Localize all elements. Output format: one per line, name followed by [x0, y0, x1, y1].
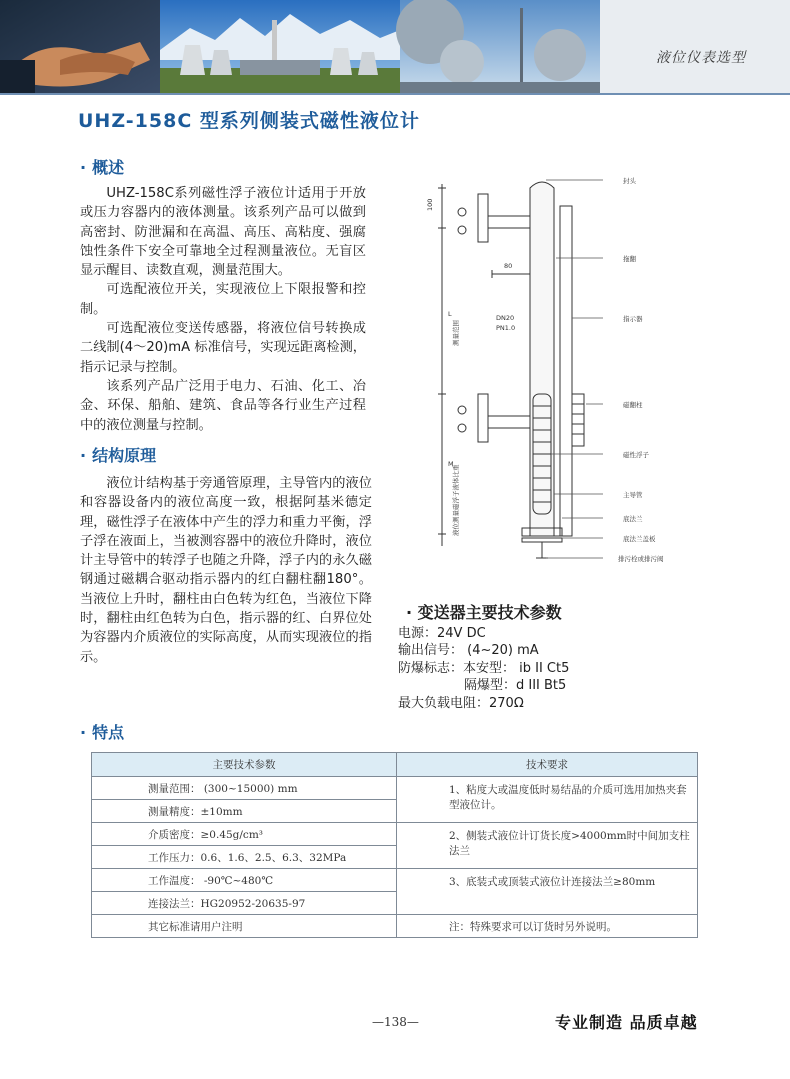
- label-bottom-flange: 底法兰: [623, 515, 643, 523]
- bullet-icon: ·: [80, 158, 87, 177]
- transmitter-params: [398, 625, 569, 712]
- overview-paragraph: UHZ-158C系列磁性浮子液位计适用于开放或压力容器内的液体测量。该系列产品可以做到高密封、防泄漏和在高温、高压、高粘度、强腐蚀性条件下安全可靠地全过程测量液位。无盲区显示醒目、读数直观，测量范围大。: [80, 186, 366, 279]
- table-row: [92, 823, 698, 846]
- bullet-icon: ·: [406, 603, 418, 622]
- table-header: 主要技术参数: [92, 753, 397, 777]
- overview-text: [80, 184, 366, 435]
- transmitter-param: 电源：24V DC: [398, 626, 486, 641]
- label-blind-plate: 底法兰盖板: [623, 535, 656, 543]
- label-drain: 排污栓或排污阀: [618, 555, 664, 563]
- label-range-2: 液位测量磁浮子液体比重: [452, 464, 460, 536]
- table-cell: 介质密度：≥0.45g/cm³: [92, 823, 397, 846]
- table-cell: 1、粘度大或温度低时易结晶的介质可选用加热夹套型液位计。: [397, 777, 698, 823]
- header-category-panel: [600, 0, 790, 93]
- principle-text: [80, 474, 372, 667]
- overview-heading: · 概述: [80, 158, 125, 177]
- principle-heading: · 结构原理: [80, 446, 157, 465]
- label-dn: DN20: [496, 314, 515, 322]
- principle-paragraph: 液位计结构基于旁通管原理，主导管内的液位和容器设备内的液位高度一致，根据阿基米德定理，磁性浮子在液体中产生的浮力和重力平衡，浮子浮在液面上，当被测容器中的液位升降时，液位计主导管中的转浮子也随之升降，浮子内的永久磁钢通过磁耦合驱动指示器内的红白翻柱翻180°。当液位上升时，翻柱由白色转为红色，当液位下降时，翻柱由红色转为白色，指示器的红、白界位处为容器内介质液位的实际高度，从而实现液位的指示。: [80, 476, 372, 665]
- table-cell: 3、底装式或顶装式液位计连接法兰≥80mm: [397, 869, 698, 915]
- diagram-drawing: [418, 166, 758, 576]
- label-pn: PN1.0: [496, 324, 516, 332]
- transmitter-param: 防爆标志：本安型： ib II Ct5: [398, 660, 570, 676]
- table-cell: 其它标准请用户注明: [92, 915, 397, 938]
- table-cell: 注：特殊要求可以订货时另外说明。: [397, 915, 698, 938]
- table-cell: 测量精度：±10mm: [92, 800, 397, 823]
- header-category: 液位仪表选型: [656, 50, 746, 66]
- label-flip-column: 磁翻柱: [623, 401, 643, 409]
- table-header-row: [92, 753, 698, 777]
- features-heading: · 特点: [80, 723, 125, 742]
- label-dim-80: 80: [504, 262, 513, 270]
- transmitter-param: 最大负载电阻：270Ω: [398, 695, 524, 711]
- footer-slogan: 专业制造 品质卓越: [555, 1013, 698, 1032]
- overview-paragraph: 可选配液位变送传感器，将液位信号转换成二线制(4～20)mA 标准信号，实现远距离检测，指示记录与控制。: [80, 321, 366, 375]
- transmitter-param: 输出信号： (4~20) mA: [398, 643, 539, 659]
- label-float-chamber: 拖翻: [623, 255, 636, 263]
- bullet-icon: ·: [80, 446, 87, 465]
- transmitter-heading: · 变送器主要技术参数: [406, 603, 562, 622]
- label-dim-m: M: [448, 460, 454, 468]
- label-main-tube: 主导管: [623, 491, 643, 499]
- label-magnetic-float: 磁性浮子: [623, 451, 649, 459]
- label-indicator: 指示器: [623, 315, 643, 323]
- table-cell: 连接法兰：HG20952-20635-97: [92, 892, 397, 915]
- spec-table: [91, 752, 698, 934]
- level-gauge-diagram: [418, 166, 758, 576]
- table-cell: 测量范围： (300~15000) mm: [92, 777, 397, 800]
- label-cap: 封头: [623, 177, 636, 185]
- transmitter-param: 隔爆型：d III Bt5: [464, 678, 567, 694]
- table-header: 技术要求: [397, 753, 698, 777]
- page-title: UHZ-158C 型系列侧装式磁性液位计: [78, 110, 420, 132]
- label-dim-100: 100: [426, 198, 434, 211]
- page-number: —138—: [372, 1015, 419, 1029]
- table-cell: 2、侧装式液位计订货长度>4000mm时中间加支柱法兰: [397, 823, 698, 869]
- label-dim-l: L: [448, 310, 452, 318]
- label-range: 测量范围: [452, 320, 460, 346]
- header-divider: [0, 93, 790, 95]
- table-cell: 工作压力：0.6、1.6、2.5、6.3、32MPa: [92, 846, 397, 869]
- table-cell: 工作温度： -90℃~480℃: [92, 869, 397, 892]
- bullet-icon: ·: [80, 723, 87, 742]
- overview-paragraph: 可选配液位开关，实现液位上下限报警和控制。: [80, 282, 366, 317]
- overview-paragraph: 该系列产品广泛用于电力、石油、化工、冶金、环保、船舶、建筑、食品等各行业生产过程中的液位测量与控制。: [80, 378, 366, 433]
- table-row: [92, 915, 698, 938]
- table-row: [92, 869, 698, 892]
- table-row: [92, 777, 698, 800]
